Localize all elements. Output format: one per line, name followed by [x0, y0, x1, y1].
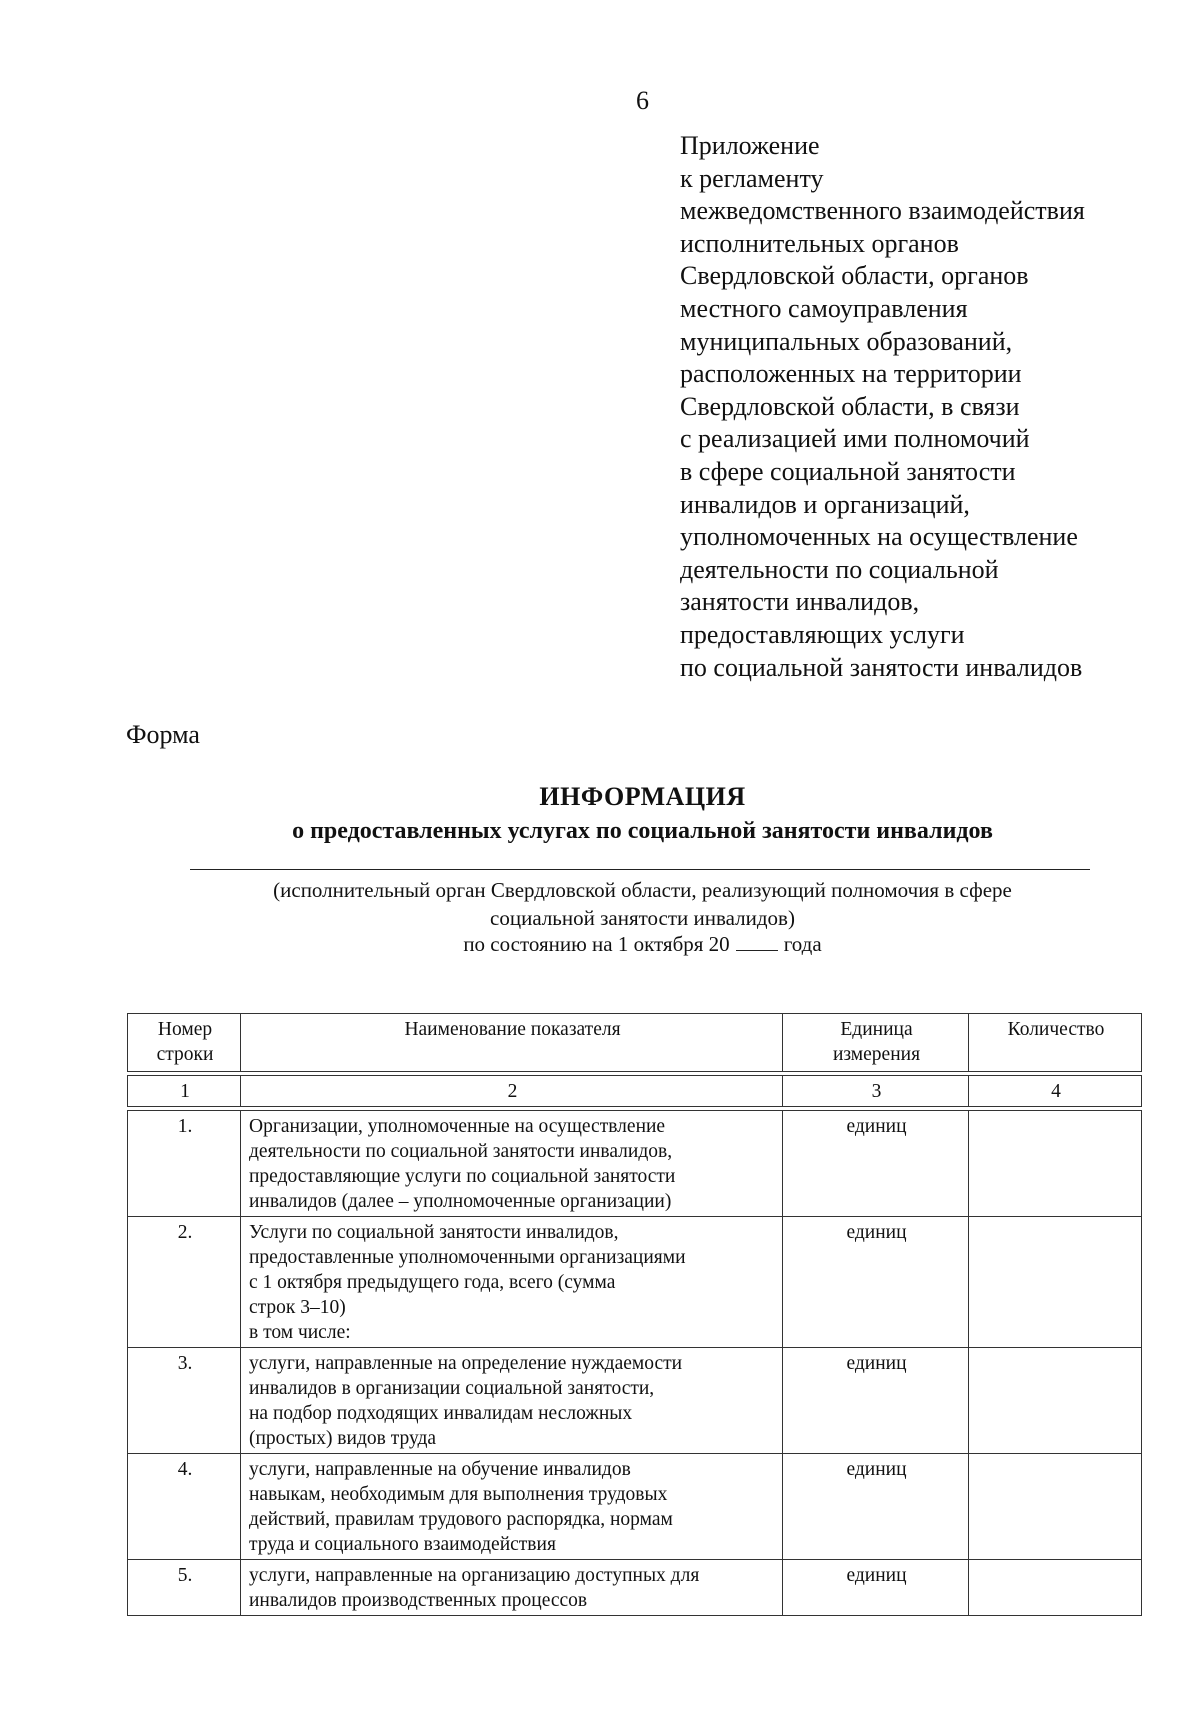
- appendix-line: Свердловской области, в связи: [680, 391, 1020, 421]
- table-header-row: [128, 1014, 1142, 1072]
- row-number: 5.: [128, 1560, 241, 1616]
- services-table: [127, 1013, 1142, 1616]
- table-row: [128, 1454, 1142, 1560]
- row-number: 3.: [128, 1348, 241, 1454]
- table-row: [128, 1217, 1142, 1348]
- indicator-name-line: предоставленные уполномоченными организациями: [249, 1247, 686, 1268]
- appendix-line: к регламенту: [680, 163, 824, 193]
- indicator-name-line: инвалидов в организации социальной занятости,: [249, 1378, 655, 1399]
- form-label: Форма: [126, 720, 200, 749]
- appendix-line: инвалидов и организаций,: [680, 489, 970, 519]
- appendix-line: Приложение: [680, 131, 820, 160]
- unit-of-measure: единиц: [783, 1560, 969, 1616]
- quantity-cell[interactable]: [969, 1348, 1142, 1454]
- row-number: 2.: [128, 1217, 241, 1348]
- organization-caption-line1: (исполнительный орган Свердловской области, реализующий полномочия в сфере: [273, 878, 1012, 902]
- header-quantity: Количество: [969, 1014, 1142, 1072]
- indicator-name-line: предоставляющие услуги по социальной занятости: [249, 1166, 676, 1187]
- indicator-name: [241, 1111, 783, 1217]
- table-row: [128, 1348, 1142, 1454]
- indicator-name-line: навыкам, необходимым для выполнения трудовых: [249, 1484, 668, 1505]
- appendix-line: в сфере социальной занятости: [680, 456, 1016, 486]
- quantity-cell[interactable]: [969, 1454, 1142, 1560]
- document-subtitle: о предоставленных услугах по социальной занятости инвалидов: [292, 818, 993, 844]
- indicator-name: [241, 1560, 783, 1616]
- indicator-name: [241, 1454, 783, 1560]
- appendix-line: уполномоченных на осуществление: [680, 522, 1078, 552]
- appendix-line: межведомственного взаимодействия: [680, 196, 1085, 226]
- indicator-name: [241, 1217, 783, 1348]
- table-row: [128, 1560, 1142, 1616]
- appendix-line: по социальной занятости инвалидов: [680, 652, 1083, 682]
- quantity-cell[interactable]: [969, 1560, 1142, 1616]
- unit-of-measure: единиц: [783, 1217, 969, 1348]
- appendix-line: расположенных на территории: [680, 359, 1022, 389]
- organization-caption-line2: социальной занятости инвалидов): [490, 906, 795, 930]
- indicator-name-line: Организации, уполномоченные на осуществление: [249, 1116, 666, 1137]
- row-number: 4.: [128, 1454, 241, 1560]
- column-number-row: [128, 1076, 1142, 1107]
- appendix-line: Свердловской области, органов: [680, 261, 1029, 291]
- header-indicator-name: Наименование показателя: [241, 1014, 783, 1072]
- indicator-name-line: на подбор подходящих инвалидам несложных: [249, 1403, 633, 1424]
- column-number: 3: [783, 1076, 969, 1107]
- unit-of-measure: единиц: [783, 1111, 969, 1217]
- appendix-line: муниципальных образований,: [680, 326, 1013, 356]
- quantity-cell[interactable]: [969, 1217, 1142, 1348]
- appendix-line: деятельности по социальной: [680, 554, 999, 584]
- indicator-name-line: деятельности по социальной занятости инвалидов,: [249, 1141, 673, 1162]
- indicator-name-line: в том числе:: [249, 1322, 351, 1343]
- page-number: 6: [636, 86, 649, 115]
- appendix-line: предоставляющих услуги: [680, 619, 965, 649]
- indicator-name-line: с 1 октября предыдущего года, всего (сумма: [249, 1272, 616, 1293]
- year-blank: [736, 934, 778, 951]
- column-number: 1: [128, 1076, 241, 1107]
- row-number: 1.: [128, 1111, 241, 1217]
- indicator-name-line: услуги, направленные на определение нуждаемости: [249, 1353, 683, 1374]
- as-of-prefix: по состоянию на 1 октября 20: [463, 932, 730, 956]
- header-row-number: Номер строки: [128, 1014, 241, 1072]
- indicator-name-line: действий, правилам трудового распорядка, нормам: [249, 1509, 673, 1530]
- indicator-name-line: инвалидов производственных процессов: [249, 1590, 588, 1611]
- quantity-cell[interactable]: [969, 1111, 1142, 1217]
- organization-blank-line: [190, 869, 1090, 870]
- header-unit: Единица измерения: [783, 1014, 969, 1072]
- indicator-name-line: услуги, направленные на организацию доступных для: [249, 1565, 700, 1586]
- organization-caption: [0, 876, 1200, 932]
- appendix-line: с реализацией ими полномочий: [680, 424, 1030, 454]
- as-of-date: [0, 932, 1200, 957]
- indicator-name-line: строк 3–10): [249, 1297, 346, 1318]
- appendix-line: местного самоуправления: [680, 293, 968, 323]
- unit-of-measure: единиц: [783, 1348, 969, 1454]
- indicator-name: [241, 1348, 783, 1454]
- document-title: ИНФОРМАЦИЯ: [539, 782, 746, 811]
- indicator-name-line: инвалидов (далее – уполномоченные организации): [249, 1191, 672, 1212]
- indicator-name-line: услуги, направленные на обучение инвалидов: [249, 1459, 631, 1480]
- indicator-name-line: Услуги по социальной занятости инвалидов,: [249, 1222, 619, 1243]
- indicator-name-line: труда и социального взаимодействия: [249, 1534, 556, 1555]
- appendix-line: исполнительных органов: [680, 228, 959, 258]
- unit-of-measure: единиц: [783, 1454, 969, 1560]
- appendix-block: [680, 130, 1200, 684]
- column-number: 4: [969, 1076, 1142, 1107]
- as-of-suffix: года: [783, 932, 822, 956]
- column-number: 2: [241, 1076, 783, 1107]
- table-row: [128, 1111, 1142, 1217]
- appendix-line: занятости инвалидов,: [680, 587, 920, 617]
- indicator-name-line: (простых) видов труда: [249, 1428, 437, 1449]
